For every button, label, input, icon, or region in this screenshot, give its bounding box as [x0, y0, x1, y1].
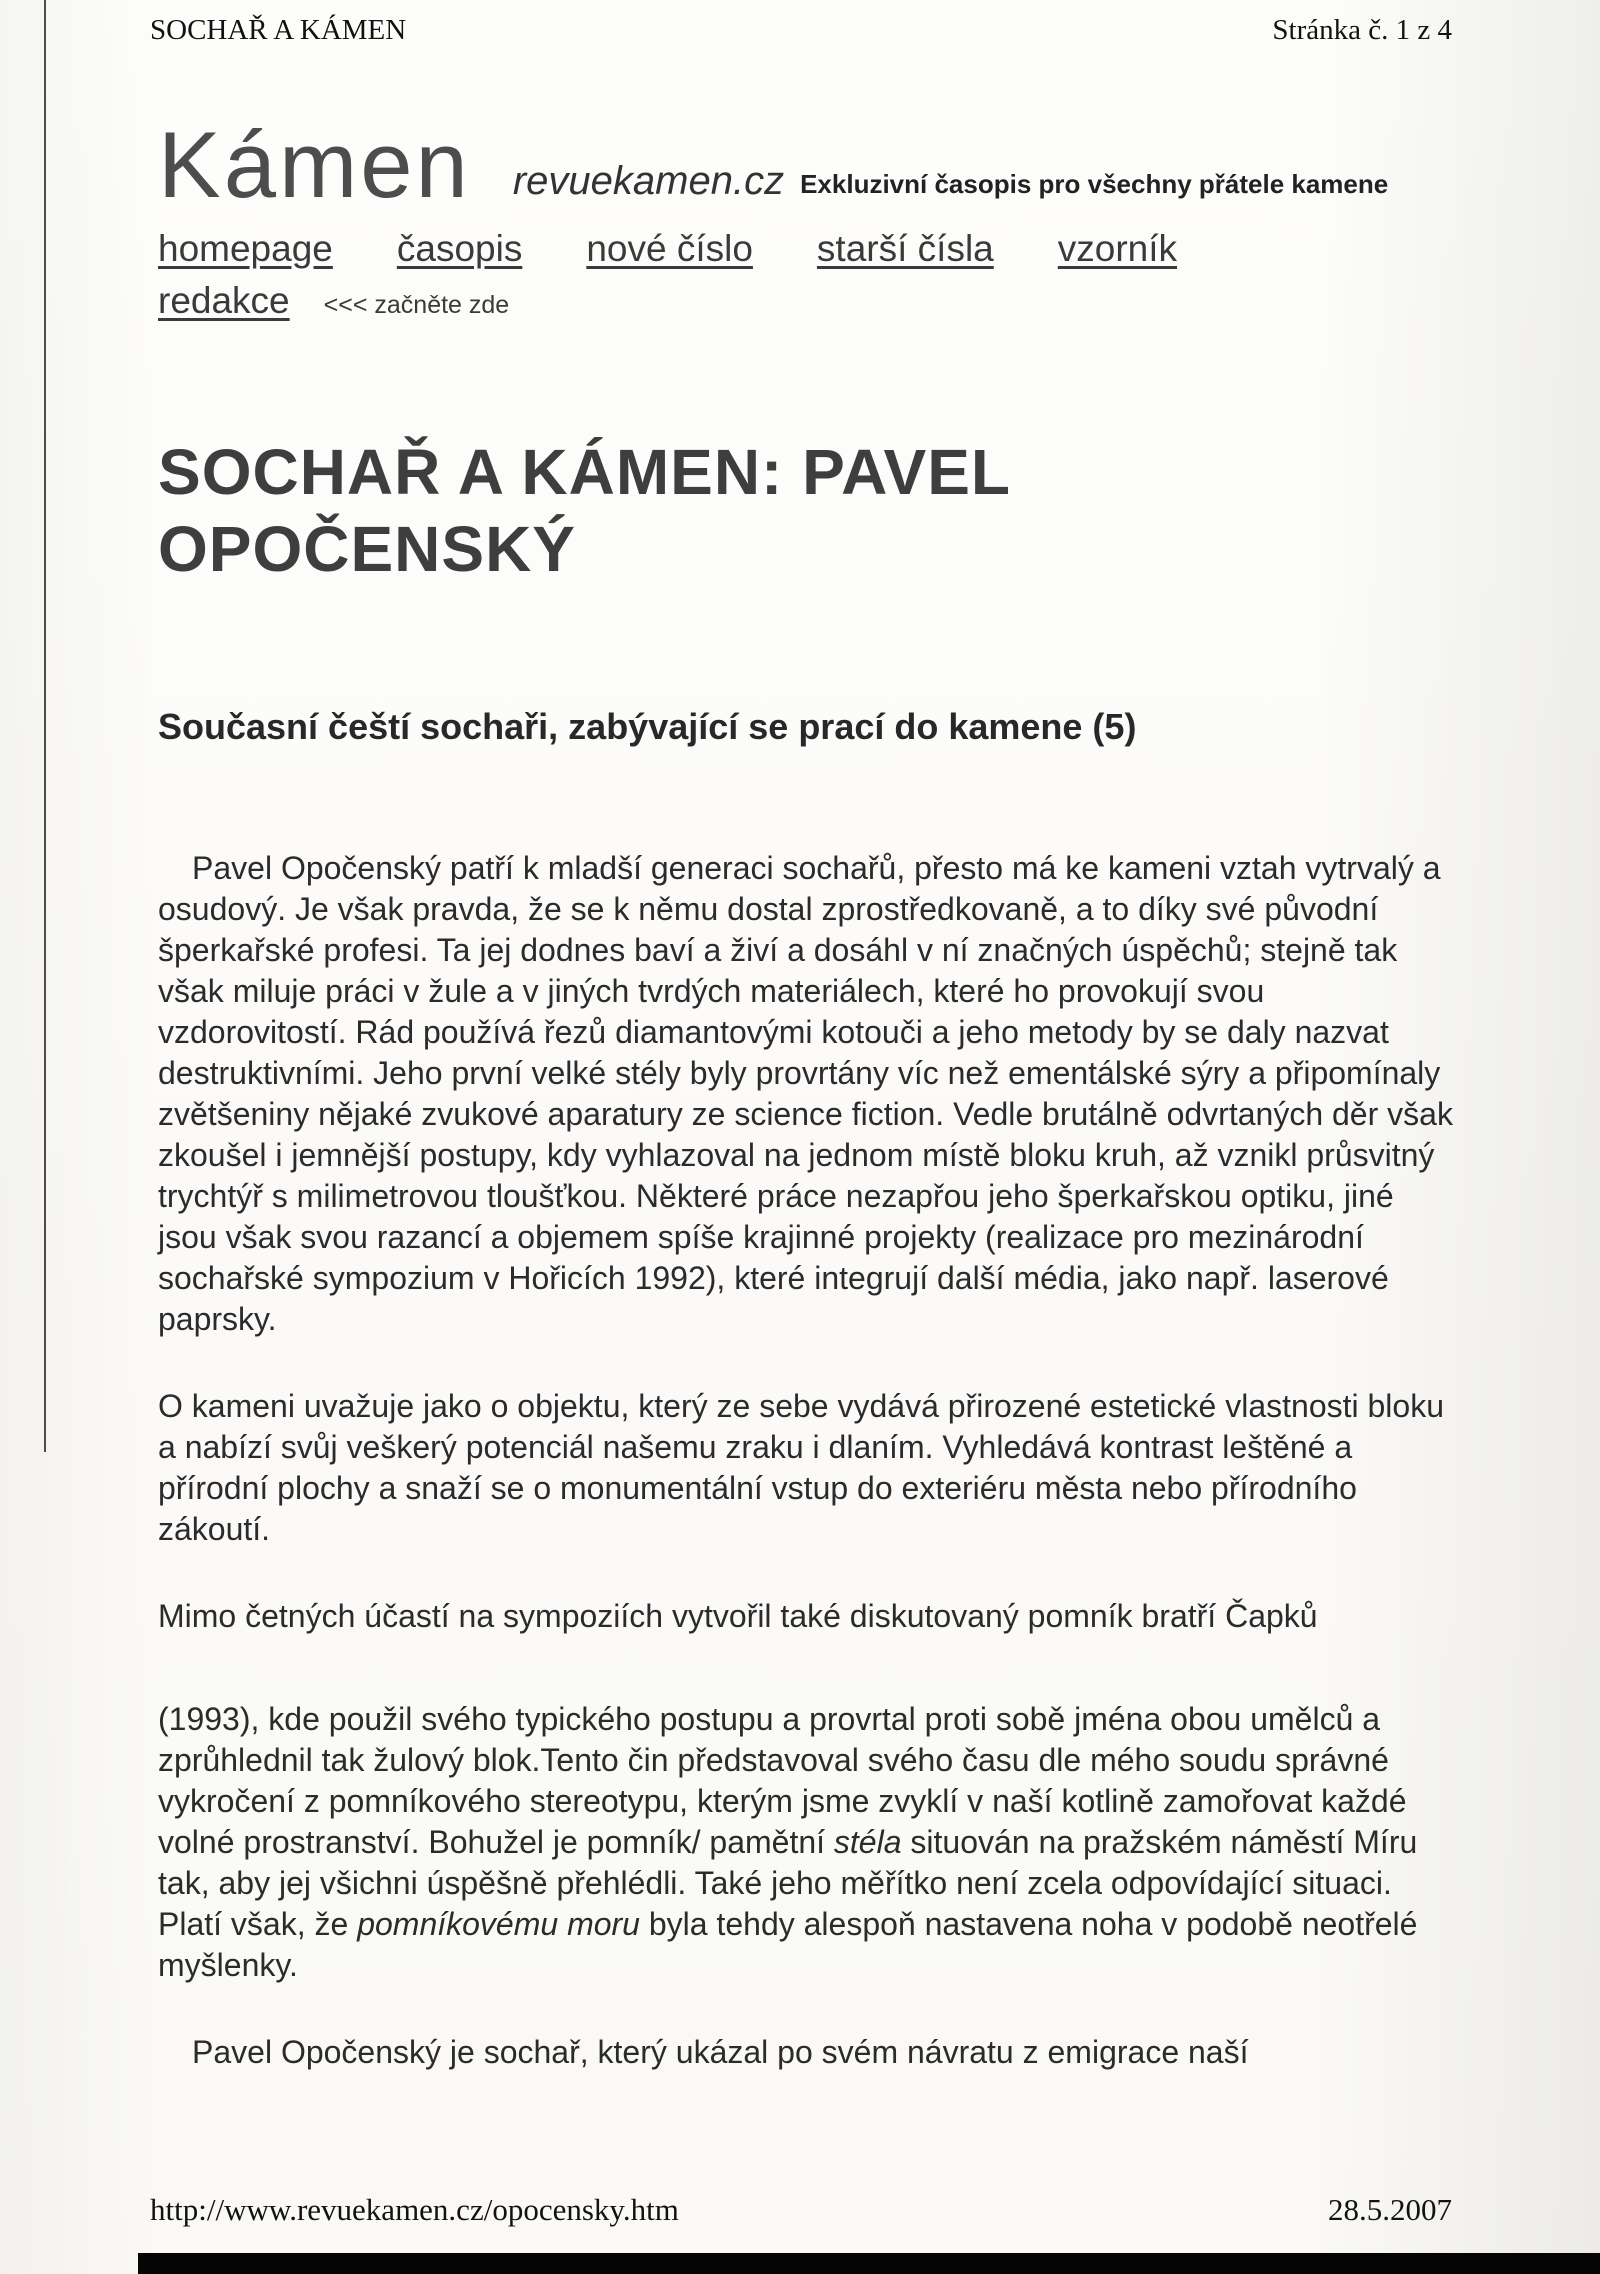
site-logo: Kámen — [158, 112, 471, 217]
paragraph-4-text-1: (1993), kde použil svého typického postupu a provrtal proti sobě jména obou umělců a zprůhlednil tak žulový blok.Tento čin představoval svého času dle mého soudu správné vykročení z pomníkového stereotypu, kterým jsme zvyklí v naší kotlině zamořovat každé volné prostranství. Bohužel je pomník/ pamětní — [158, 1700, 1407, 1860]
nav-link-nove-cislo[interactable]: nové číslo — [586, 228, 753, 269]
paragraph-2: O kameni uvažuje jako o objektu, který ze sebe vydává přirozené estetické vlastnosti bloku a nabízí svůj veškerý potenciál našemu zraku i dlaním. Vyhledává kontrast leštěné a přírodní plochy a snaží se o monumentální vstup do exteriéru města nebo přírodního zákoutí. — [158, 1387, 1444, 1547]
article-title — [158, 434, 1460, 588]
paragraph-4-italic-stela: stéla — [833, 1823, 902, 1860]
article-body — [158, 848, 1460, 2073]
paragraph-4-text-2: situován na pražském náměstí Míru tak, aby jej všichni úspěšně přehlédli. Také jeho měřítko není zcela odpovídající situaci. Platí však, že — [158, 1823, 1418, 1942]
nav-link-casopis[interactable]: časopis — [396, 228, 523, 269]
main-nav — [158, 228, 1460, 270]
site-domain: revuekamen.cz — [512, 159, 785, 203]
start-here-hint: <<< začněte zde — [323, 291, 510, 319]
print-footer-date: 28.5.2007 — [1328, 2192, 1452, 2227]
print-footer-url: http://www.revuekamen.cz/opocensky.htm — [150, 2192, 679, 2227]
article-subtitle: Současní čeští sochaři, zabývající se prací do kamene (5) — [158, 705, 1137, 747]
site-tagline: Exkluzivní časopis pro všechny přátele kamene — [800, 169, 1389, 199]
nav-link-vzornik[interactable]: vzorník — [1057, 228, 1178, 269]
nav-link-homepage[interactable]: homepage — [158, 228, 333, 269]
masthead — [158, 112, 1460, 217]
article-title-line1: SOCHAŘ A KÁMEN: PAVEL — [158, 436, 1011, 508]
print-header — [150, 14, 1452, 47]
print-footer — [150, 2192, 1452, 2228]
paragraph-4-italic-moru: pomníkovému moru — [357, 1905, 640, 1942]
article-title-line2: OPOČENSKÝ — [158, 512, 576, 585]
paragraph-3: Mimo četných účastí na sympoziích vytvořil také diskutovaný pomník bratří Čapků — [158, 1597, 1318, 1634]
print-header-page-number: Stránka č. 1 z 4 — [1272, 14, 1452, 46]
main-nav-row2 — [158, 280, 1460, 322]
scan-artifact-left-line — [44, 0, 46, 1452]
paragraph-1: Pavel Opočenský patří k mladší generaci sochařů, přesto má ke kameni vztah vytrvalý a osudový. Je však pravda, že se k němu dostal zprostředkovaně, a to díky své původní šperkařské profesi. Ta jej dodnes baví a živí a dosáhl v ní značných úspěchů; stejně tak však miluje práci v žule a v jiných tvrdých materiálech, které ho provokují svou vzdorovitostí. Rád používá řezů diamantovými kotouči a jeho metody by se daly nazvat destruktivními. Jeho první velké stély byly provrtány víc než ementálské sýry a připomínaly zvětšeniny nějaké zvukové aparatury ze science fiction. Vedle brutálně odvrtaných děr však zkoušel i jemnější postupy, kdy vyhlazoval na jednom místě bloku kruh, až vznikl průsvitný trychtýř s milimetrovou tloušťkou. Některé práce nezapřou jeho šperkařskou optiku, jiné jsou však svou razancí a objemem spíše krajinné projekty (realizace pro mezinárodní sochařské sympozium v Hořicích 1992), které integrují další média, jako např. laserové paprsky. — [158, 849, 1453, 1337]
print-header-title: SOCHAŘ A KÁMEN — [150, 14, 407, 46]
paragraph-4-text-3: byla tehdy alespoň nastavena noha v podobě neotřelé myšlenky. — [158, 1905, 1418, 1983]
scan-artifact-bottom-edge — [138, 2253, 1600, 2274]
nav-link-starsi-cisla[interactable]: starší čísla — [816, 228, 994, 269]
paragraph-5: Pavel Opočenský je sochař, který ukázal po svém návratu z emigrace naší — [192, 2033, 1249, 2070]
paragraph-4 — [158, 1699, 1460, 1986]
nav-link-redakce[interactable]: redakce — [158, 280, 290, 321]
